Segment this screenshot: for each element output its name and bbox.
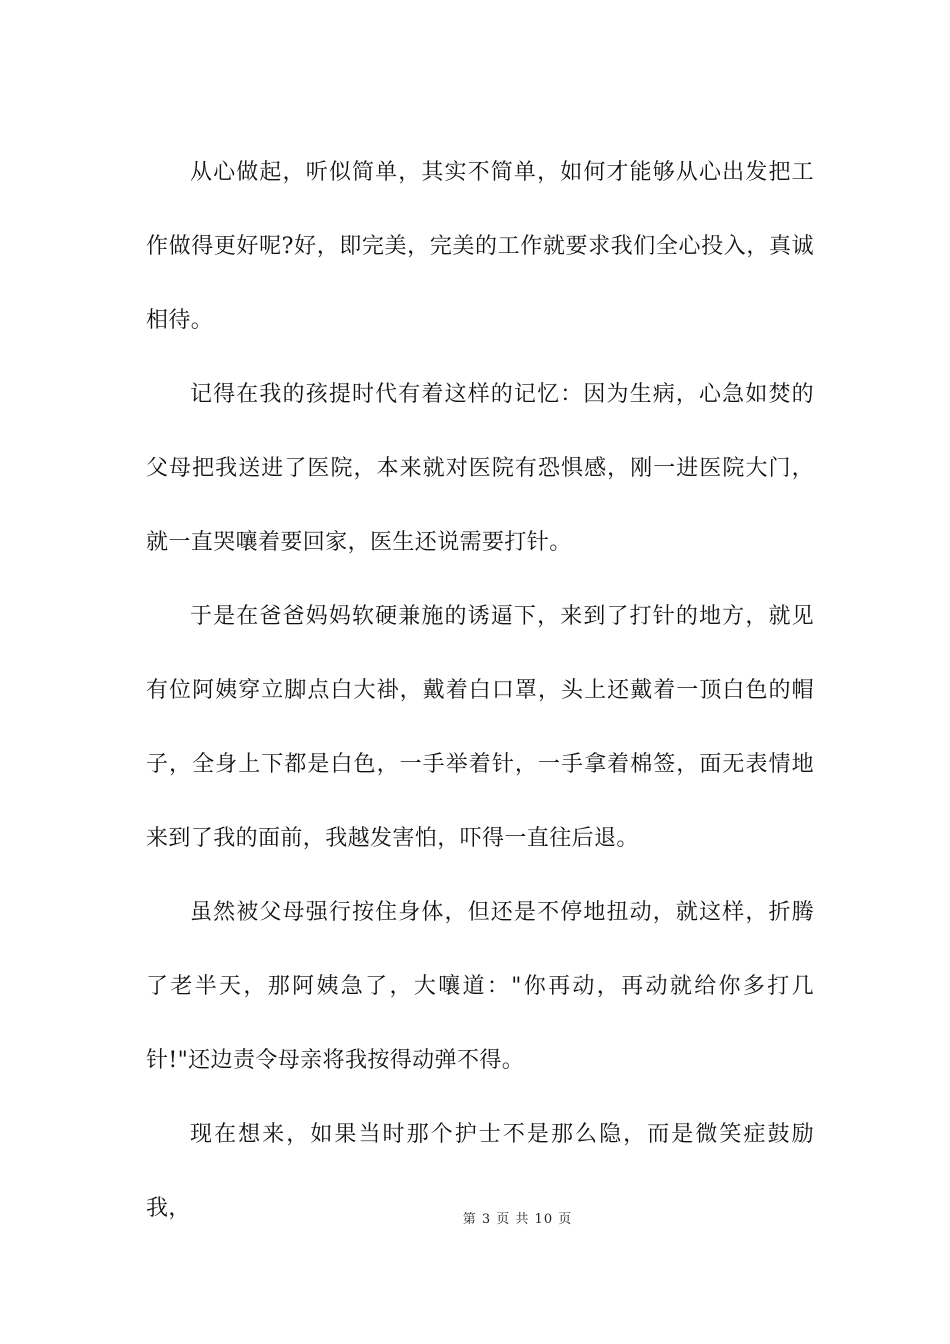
page-number: 第 3 页 共 10 页 (462, 1212, 573, 1227)
paragraph-3: 于是在爸爸妈妈软硬兼施的诱逼下，来到了打针的地方，就见有位阿姨穿立脚点白大褂，戴着白口罩，头上还戴着一顶白色的帽子，全身上下都是白色，一手举着针，一手拿着棉签，面无表情地来到了我的面前，我越发害怕，吓得一直往后退。 (146, 604, 814, 851)
paragraph-2: 记得在我的孩提时代有着这样的记忆：因为生病，心急如焚的父母把我送进了医院，本来就对医院有恐惧感，刚一进医院大门，就一直哭嚷着要回家，医生还说需要打针。 (146, 382, 814, 555)
document-body (146, 136, 814, 1246)
paragraph-5: 现在想来，如果当时那个护士不是那么隐，而是微笑症鼓励我， (146, 1122, 814, 1221)
paragraph-4: 虽然被父母强行按住身体，但还是不停地扭动，就这样，折腾了老半天，那阿姨急了，大嚷道："你再动，再动就给你多打几针!"还边责令母亲将我按得动弹不得。 (146, 900, 814, 1073)
paragraph-1: 从心做起，听似简单，其实不简单，如何才能够从心出发把工作做得更好呢?好，即完美，完美的工作就要求我们全心投入，真诚相待。 (146, 160, 814, 333)
page-footer (0, 1208, 950, 1227)
